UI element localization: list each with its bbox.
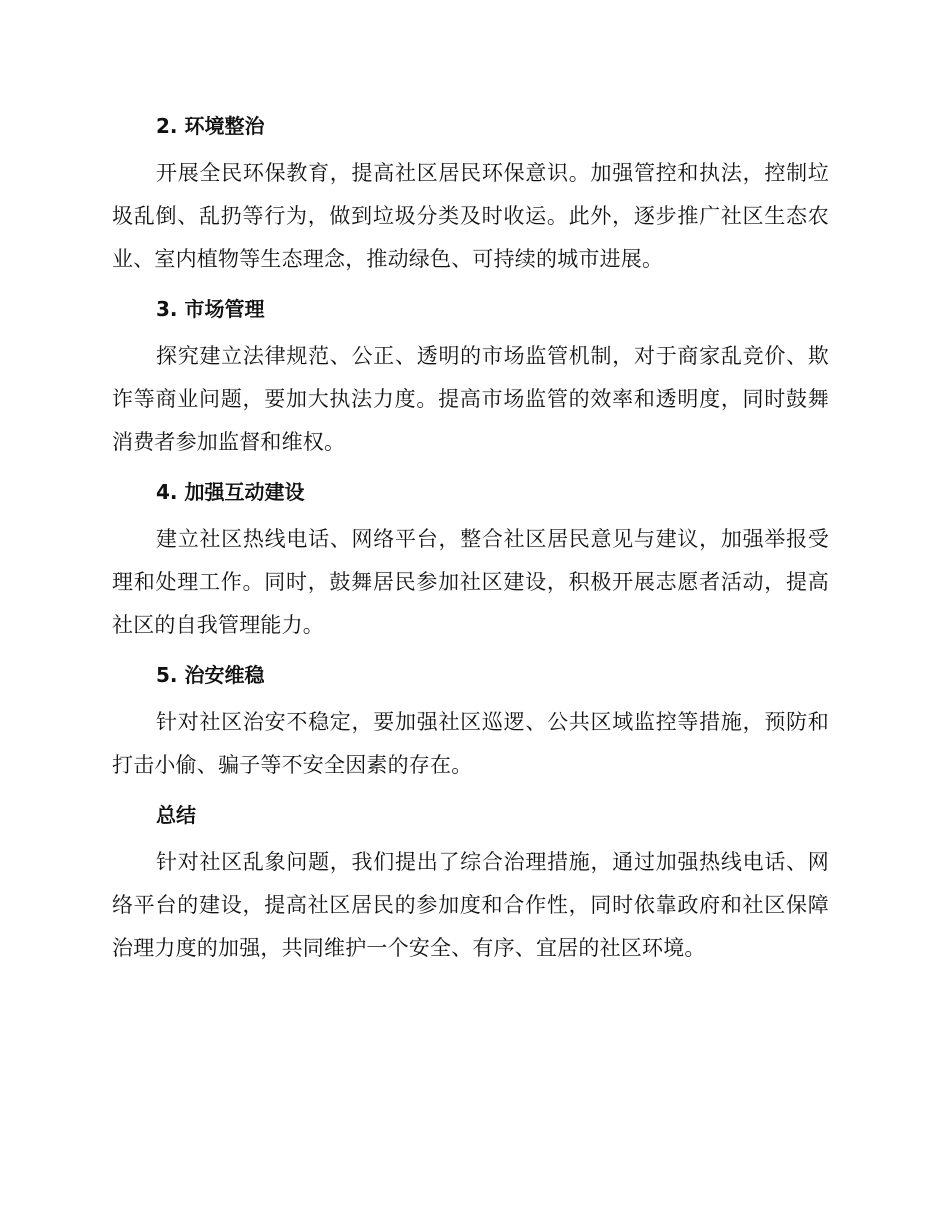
section-summary [112, 797, 829, 970]
section-paragraph: 针对社区治安不稳定，要加强社区巡逻、公共区域监控等措施，预防和打击小偷、骗子等不安全因素的存在。 [112, 710, 829, 777]
section-environment [112, 108, 829, 281]
section-heading: 2. 环境整治 [156, 114, 265, 138]
section-heading: 5. 治安维稳 [156, 663, 265, 687]
section-heading: 总结 [156, 803, 196, 827]
section-paragraph: 开展全民环保教育，提高社区居民环保意识。加强管控和执法，控制垃圾乱倒、乱扔等行为，做到垃圾分类及时收运。此外，逐步推广社区生态农业、室内植物等生态理念，推动绿色、可持续的城市进展。 [112, 161, 829, 271]
section-heading: 3. 市场管理 [156, 297, 265, 321]
section-paragraph: 针对社区乱象问题，我们提出了综合治理措施，通过加强热线电话、网络平台的建设，提高社区居民的参加度和合作性，同时依靠政府和社区保障治理力度的加强，共同维护一个安全、有序、宜居的社区环境。 [112, 850, 829, 960]
document-page [112, 108, 829, 980]
section-paragraph: 建立社区热线电话、网络平台，整合社区居民意见与建议，加强举报受理和处理工作。同时，鼓舞居民参加社区建设，积极开展志愿者活动，提高社区的自我管理能力。 [112, 527, 829, 637]
section-market [112, 291, 829, 464]
section-security [112, 657, 829, 787]
section-paragraph: 探究建立法律规范、公正、透明的市场监管机制，对于商家乱竞价、欺诈等商业问题，要加大执法力度。提高市场监管的效率和透明度，同时鼓舞消费者参加监督和维权。 [112, 344, 829, 454]
section-heading: 4. 加强互动建设 [156, 480, 305, 504]
section-interaction [112, 474, 829, 647]
